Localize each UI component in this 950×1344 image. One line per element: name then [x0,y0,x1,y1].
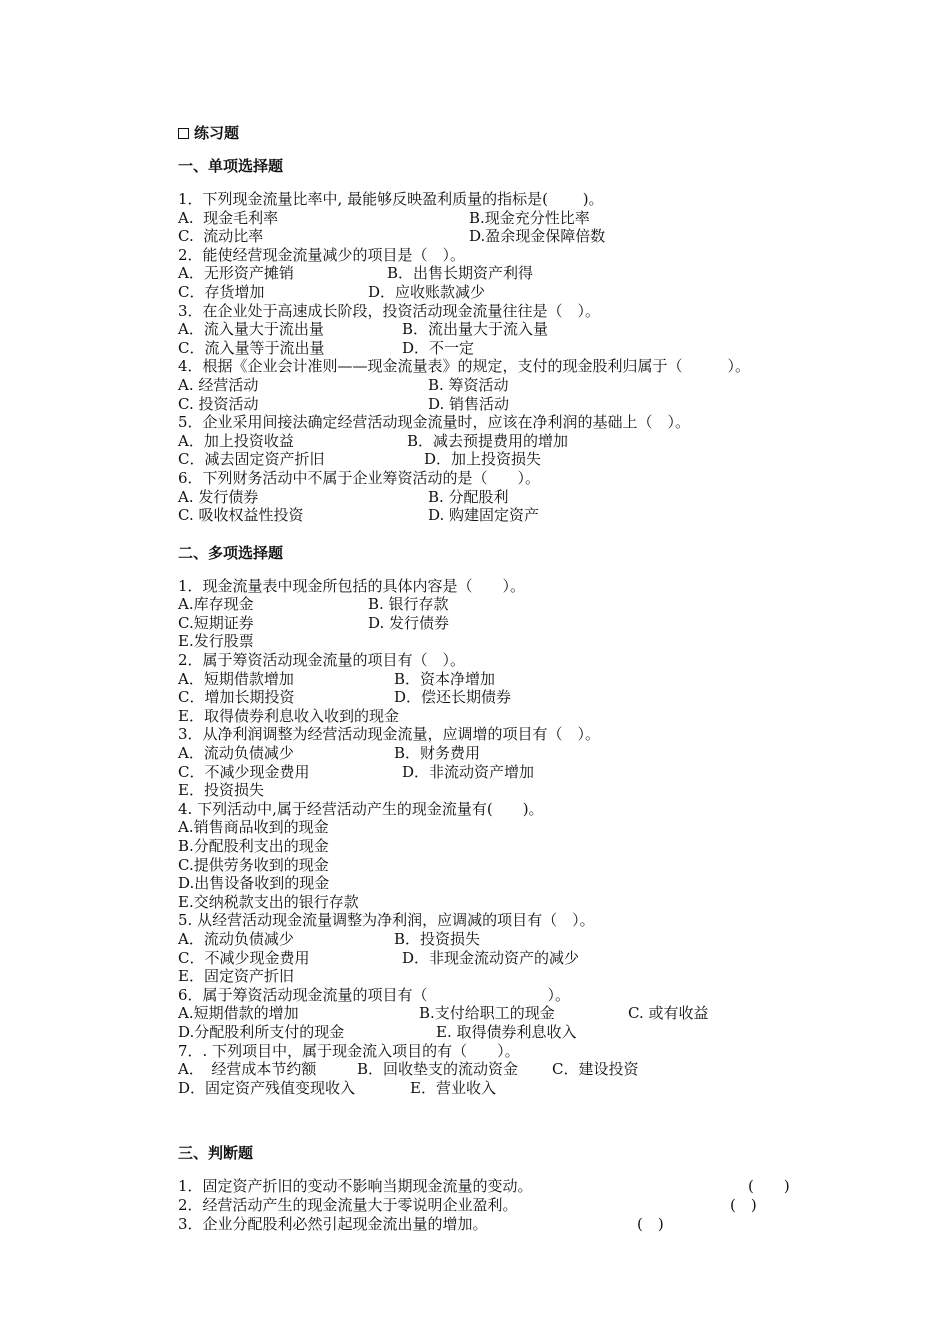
answer-blank: ( ) [748,1177,790,1196]
option-d: D．固定资产残值变现收入 [178,1078,356,1097]
option-a: A.短期借款的增加 [178,1004,299,1023]
checkbox-square-icon [178,128,189,139]
question-stem: 6．下列财务活动中不属于企业筹资活动的是（ ）。 [178,468,541,487]
option-a: A. 发行债券 [178,487,259,506]
option-e: E.发行股票 [178,632,254,651]
option-row [178,707,838,726]
option-row [178,227,838,246]
option-a: A.库存现金 [178,595,254,614]
option-d: D．不一定 [402,338,475,357]
question-stem: 1．现金流量表中现金所包括的具体内容是（ ）。 [178,576,526,595]
option-c: C. 或有收益 [628,1004,709,1023]
question-stem: 4. 下列活动中,属于经营活动产生的现金流量有( )。 [178,799,544,818]
option-e: E．取得债券利息收入收到的现金 [178,706,399,725]
option-c: C．不减少现金费用 [178,948,310,967]
option-c: C. 投资活动 [178,394,259,413]
option-row [178,283,838,302]
question-stem: 7．. 下列项目中，属于现金流入项目的有（ ）。 [178,1041,520,1060]
option-row [178,376,838,395]
option-a: A．流动负债减少 [178,929,294,948]
option-a: A. 现金毛利率 [178,208,279,227]
option-row [178,744,838,763]
question-stem: 1．固定资产折旧的变动不影响当期现金流量的变动。 [178,1177,533,1196]
option-c: C. 吸收权益性投资 [178,506,304,525]
section-heading-multiple-choice: 二、多项选择题 [178,543,284,562]
option-d: D. 购建固定资产 [428,506,540,525]
answer-blank: ( ) [730,1195,757,1214]
option-a: A． 经营成本节约额 [178,1060,317,1079]
option-row [178,837,838,856]
question-stem: 3．从净利润调整为经营活动现金流量，应调增的项目有（ ）。 [178,725,601,744]
option-row [178,506,838,525]
option-row [178,395,838,414]
option-row [178,264,838,283]
question-stem: 2．能使经营现金流量减少的项目是（ ）。 [178,245,466,264]
answer-blank: ( ) [637,1214,664,1233]
judgement-question [178,1196,838,1215]
option-c: C. 流动比率 [178,227,264,246]
option-c: C．建设投资 [552,1060,639,1079]
option-b: B.分配股利支出的现金 [178,837,329,855]
option-row [178,488,838,507]
option-c: C．流入量等于流出量 [178,338,325,357]
option-row [178,763,838,782]
option-c: C．增加长期投资 [178,688,295,707]
option-b: B.支付给职工的现金 [419,1004,555,1023]
option-row [178,320,838,339]
option-d: D．非现金流动资产的减少 [402,948,580,967]
option-row [178,856,838,875]
option-row [178,670,838,689]
option-d: D．应收账款减少 [368,282,486,301]
option-a: A. 经营活动 [178,375,259,394]
option-b: B. 银行存款 [368,595,449,614]
option-row [178,339,838,358]
option-row [178,967,838,986]
option-b: B．资本净增加 [394,669,496,688]
option-row [178,949,838,968]
option-row [178,874,838,893]
option-a: A．流动负债减少 [178,744,294,763]
question-stem: 2．属于筹资活动现金流量的项目有（ ）。 [178,651,466,670]
section-heading-single-choice: 一、单项选择题 [178,157,284,175]
option-b: B. 筹资活动 [428,375,509,394]
option-a: A．流入量大于流出量 [178,320,324,339]
option-c: C．减去固定资产折旧 [178,450,325,469]
option-d: D.分配股利所支付的现金 [178,1022,345,1041]
judgement-question [178,1215,838,1234]
option-row [178,893,838,912]
judgement-question [178,1177,838,1196]
option-a: A．加上投资收益 [178,431,294,450]
question-stem: 5. 从经营活动现金流量调整为净利润，应调减的项目有（ ）。 [178,911,595,930]
option-a: A．短期借款增加 [178,669,294,688]
option-b: B．投资损失 [394,929,481,948]
option-row [178,209,838,228]
option-c: C．不减少现金费用 [178,762,310,781]
option-row [178,1079,838,1098]
question-stem: 4．根据《企业会计准则——现金流量表》的规定，支付的现金股利归属于（ ）。 [178,357,751,376]
option-e: E．营业收入 [410,1078,496,1097]
option-e: E．固定资产折旧 [178,967,294,986]
option-e: E. 取得债券利息收入 [436,1022,577,1041]
question-stem: 5．企业采用间接法确定经营活动现金流量时，应该在净利润的基础上（ ）。 [178,413,691,432]
option-a: A．无形资产摊销 [178,264,294,283]
option-c: C．存货增加 [178,282,265,301]
option-b: B．回收垫支的流动资金 [357,1060,519,1079]
option-b: B．出售长期资产利得 [387,264,534,283]
option-b: B．流出量大于流入量 [402,320,549,339]
question-stem: 1．下列现金流量比率中, 最能够反映盈利质量的指标是( )。 [178,190,604,208]
option-c: C.短期证券 [178,613,254,632]
option-b: B．财务费用 [394,744,481,763]
option-row [178,595,838,614]
question-stem: 3．在企业处于高速成长阶段，投资活动现金流量往往是（ ）。 [178,301,601,320]
option-row [178,781,838,800]
option-c: C.提供劳务收到的现金 [178,855,329,874]
option-a: A.销售商品收到的现金 [178,818,329,837]
page-title: 练习题 [178,123,838,143]
option-row [178,614,838,633]
option-d: D.出售设备收到的现金 [178,874,330,893]
option-row [178,432,838,451]
option-d: D．非流动资产增加 [402,762,535,781]
question-stem: 2．经营活动产生的现金流量大于零说明企业盈利。 [178,1195,518,1214]
question-stem: 6．属于筹资活动现金流量的项目有（ ）。 [178,985,571,1004]
section-heading-true-false: 三、判断题 [178,1144,254,1163]
option-row [178,818,838,837]
option-row [178,1023,838,1042]
option-b: B. 分配股利 [428,487,509,506]
option-d: D．偿还长期债券 [394,688,512,707]
option-row [178,450,838,469]
option-row [178,1060,838,1079]
option-d: D.盈余现金保障倍数 [469,227,606,246]
option-d: D. 发行债券 [368,613,450,632]
option-d: D．加上投资损失 [424,450,542,469]
option-e: E.交纳税款支出的银行存款 [178,892,359,911]
option-b: B．减去预提费用的增加 [407,431,569,450]
option-b: B.现金充分性比率 [469,208,590,227]
option-row [178,688,838,707]
question-stem: 3．企业分配股利必然引起现金流出量的增加。 [178,1214,488,1233]
option-e: E．投资损失 [178,781,264,800]
option-d: D. 销售活动 [428,394,510,413]
option-row [178,1004,838,1023]
option-row [178,632,838,651]
option-row [178,930,838,949]
document-page [178,118,838,1233]
